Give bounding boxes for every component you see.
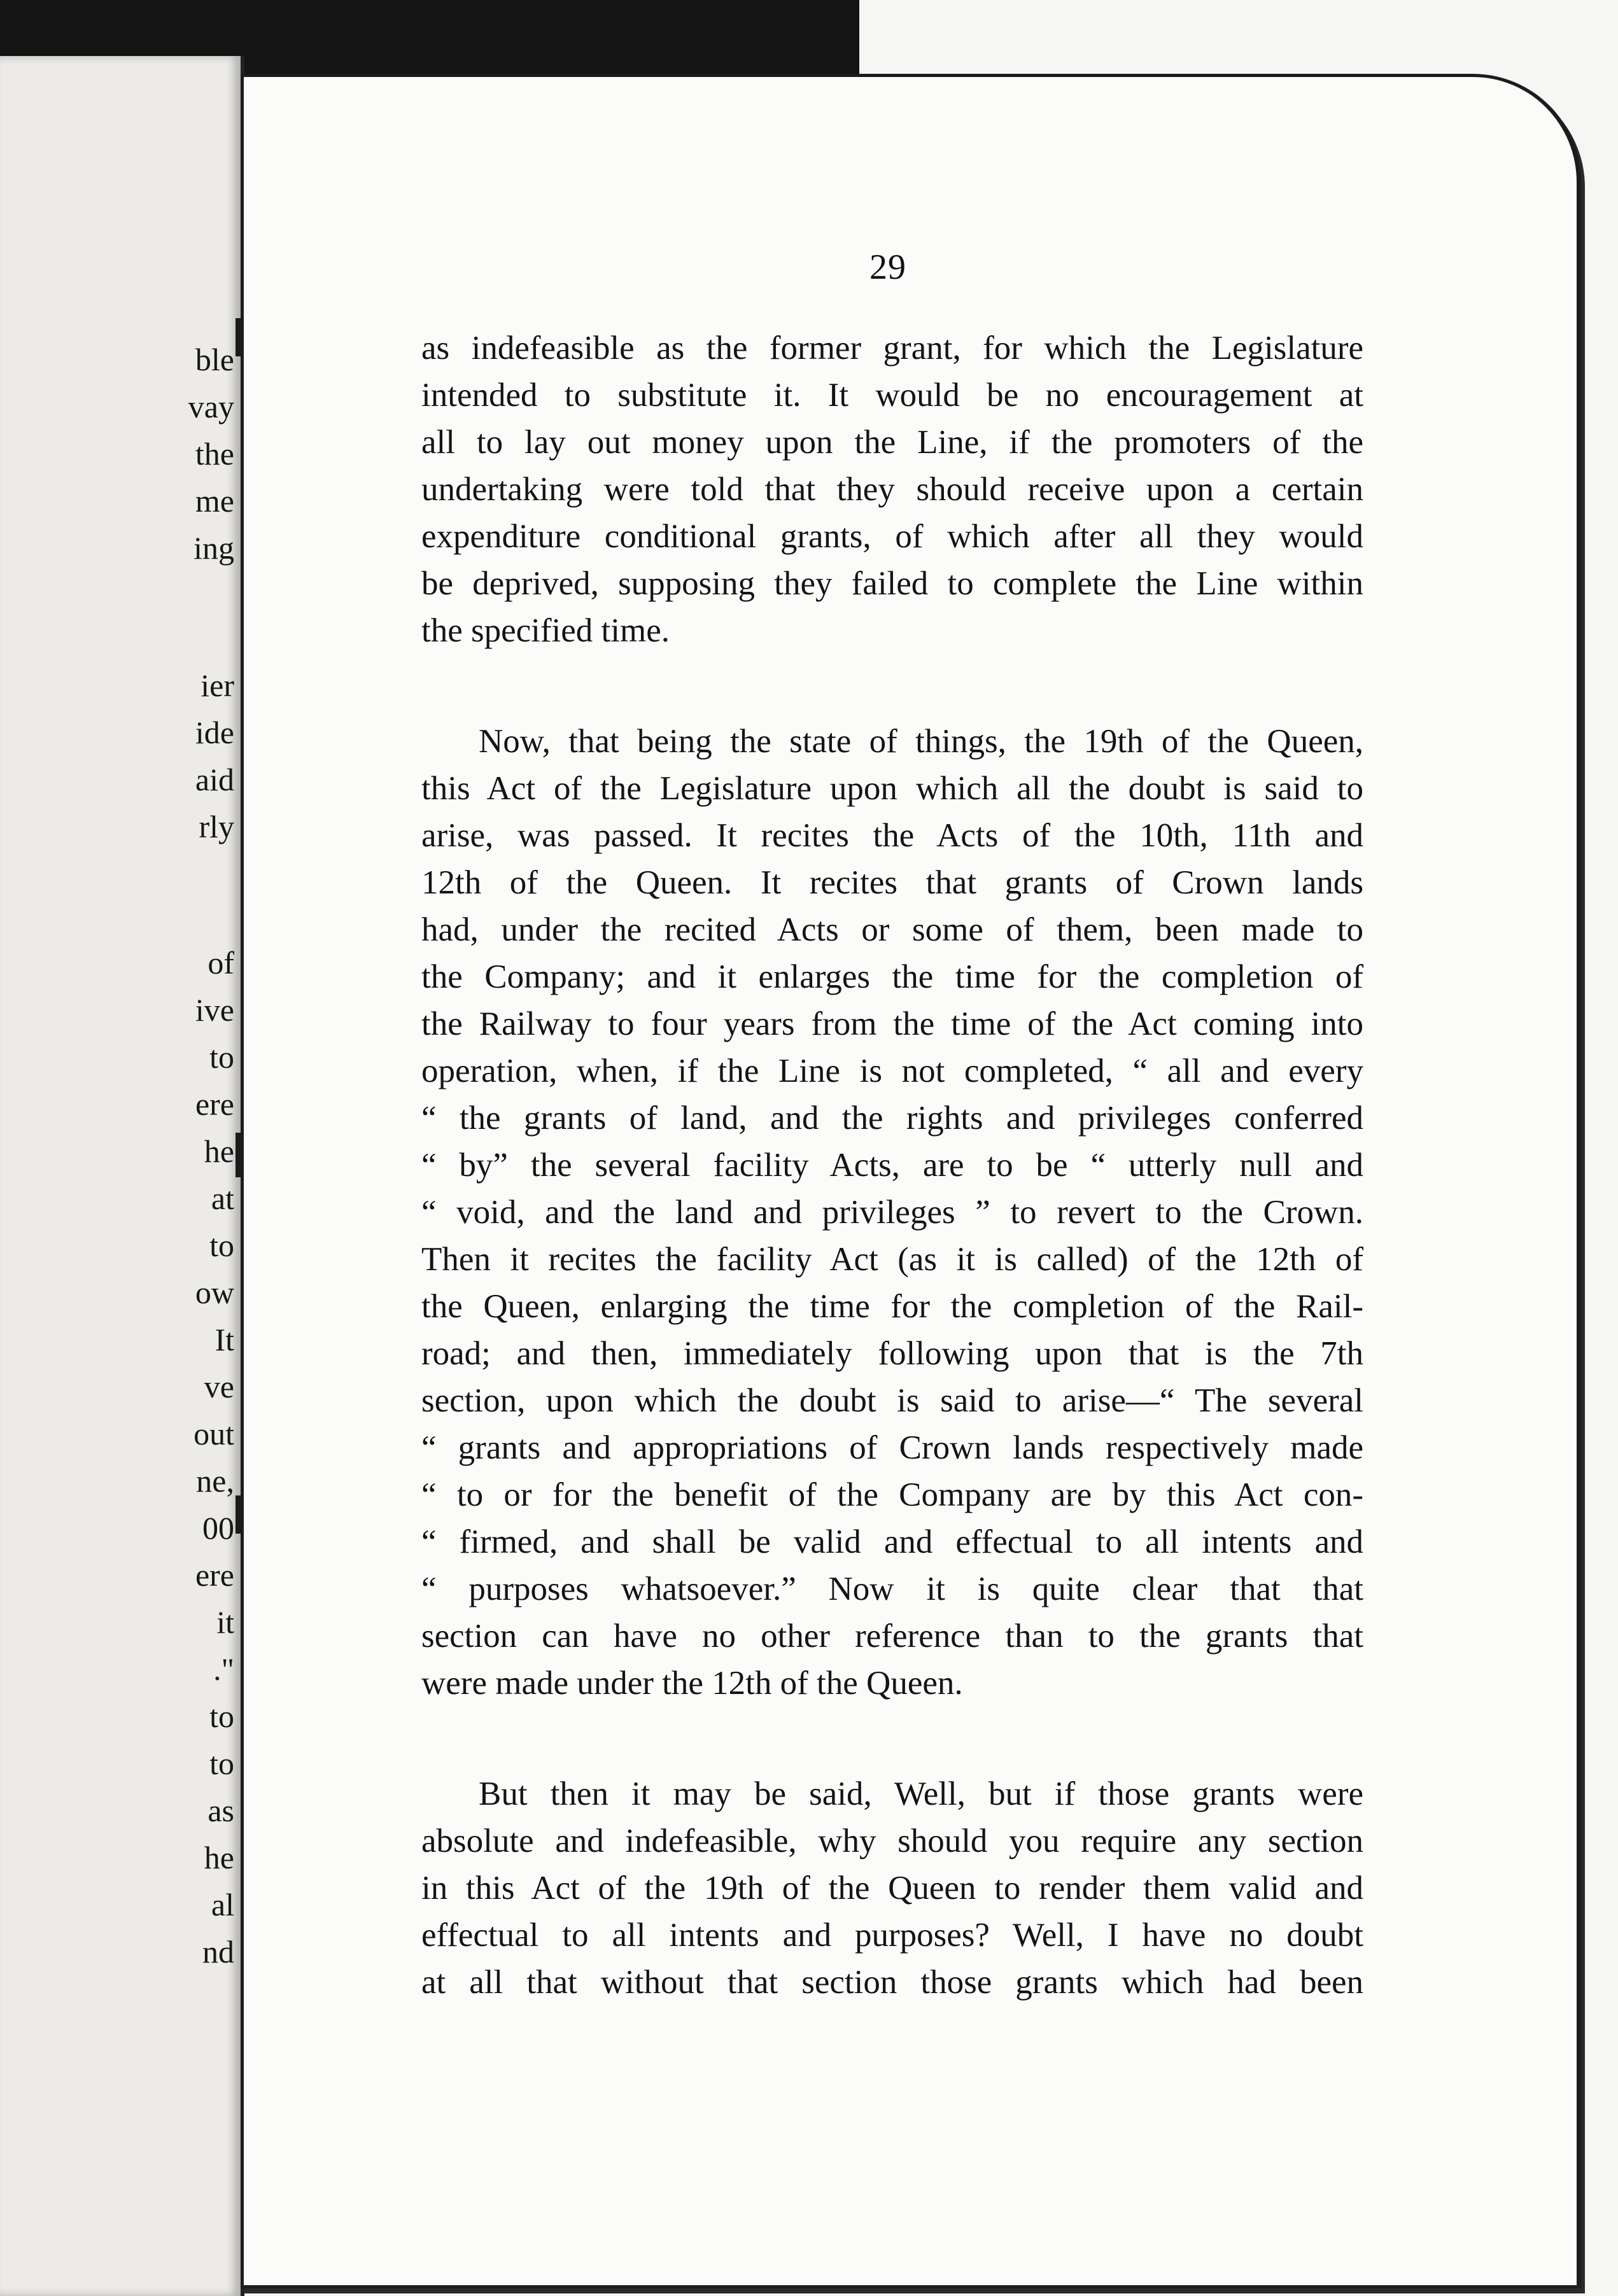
left-page-fragment: he xyxy=(204,1133,234,1169)
text-line: the Railway to four years from the time of the Act coming into xyxy=(421,1005,1363,1042)
text-line: in this Act of the 19th of the Queen to render them valid and xyxy=(421,1870,1363,1907)
text-line: 12th of the Queen. It recites that grants of Crown lands xyxy=(421,864,1363,901)
text-line: had, under the recited Acts or some of them, been made to xyxy=(421,911,1363,948)
page-number: 29 xyxy=(869,248,906,287)
left-page-fragment: al xyxy=(211,1887,234,1922)
text-line: “ firmed, and shall be valid and effectual to all intents and xyxy=(421,1523,1363,1560)
text-line: at all that without that section those grants which had been xyxy=(421,1964,1363,2001)
left-page-fragment: he xyxy=(204,1840,234,1875)
text-line: road; and then, immediately following upon that is the 7th xyxy=(421,1335,1363,1372)
text-line: “ void, and the land and privileges ” to revert to the Crown. xyxy=(421,1194,1363,1231)
text-line: Now, that being the state of things, the 19th of the Queen, xyxy=(479,723,1363,760)
left-page-fragment: aid xyxy=(195,762,234,797)
left-page-fragment: to xyxy=(209,1039,234,1075)
left-page-fragment: nd xyxy=(202,1934,234,1970)
text-line: absolute and indefeasible, why should you require any section xyxy=(421,1823,1363,1859)
left-page-fragment: ere xyxy=(195,1086,234,1122)
text-line: “ purposes whatsoever.” Now it is quite clear that that xyxy=(421,1571,1363,1607)
left-page-fragment: 00 xyxy=(202,1510,234,1546)
text-line: But then it may be said, Well, but if those grants were xyxy=(479,1775,1363,1812)
left-page-fragment: ive xyxy=(195,992,234,1028)
text-line: as indefeasible as the former grant, for which the Legislature xyxy=(421,330,1363,367)
text-line: the Queen, enlarging the time for the completion of the Rail- xyxy=(421,1288,1363,1325)
left-page-fragment: as xyxy=(208,1793,234,1828)
text-line: section can have no other reference than to the grants that xyxy=(421,1618,1363,1655)
left-page-fragment: ne, xyxy=(196,1463,234,1499)
body-text xyxy=(421,325,1363,2006)
left-page-fragment: out xyxy=(193,1416,234,1452)
previous-page-edge xyxy=(0,56,244,2296)
left-page-fragment: to xyxy=(209,1698,234,1734)
text-line: this Act of the Legislature upon which all the doubt is said to xyxy=(421,770,1363,807)
text-line: effectual to all intents and purposes? Well, I have no doubt xyxy=(421,1917,1363,1954)
text-line: “ the grants of land, and the rights and privileges conferred xyxy=(421,1100,1363,1137)
left-page-fragment: at xyxy=(211,1180,234,1216)
left-page-fragment: vay xyxy=(188,389,234,424)
paragraph xyxy=(421,1770,1363,2006)
left-page-fragment: ble xyxy=(195,342,234,377)
text-line: the specified time. xyxy=(421,612,670,649)
left-page-fragment: the xyxy=(195,436,234,472)
left-page-fragment: me xyxy=(195,483,234,519)
text-line: be deprived, supposing they failed to complete the Line within xyxy=(421,565,1363,602)
text-line: expenditure conditional grants, of which after all they would xyxy=(421,518,1363,555)
text-line: “ grants and appropriations of Crown lands respectively made xyxy=(421,1429,1363,1466)
text-line: undertaking were told that they should receive upon a certain xyxy=(421,471,1363,508)
text-line: were made under the 12th of the Queen. xyxy=(421,1665,963,1702)
left-page-fragment: It xyxy=(215,1322,234,1357)
left-page-fragment: of xyxy=(208,945,234,981)
left-page-fragment: to xyxy=(209,1228,234,1263)
left-page-fragment: ow xyxy=(195,1275,234,1310)
left-page-fragment: rly xyxy=(199,809,234,844)
left-page-fragment: ing xyxy=(193,530,234,566)
text-line: operation, when, if the Line is not completed, “ all and every xyxy=(421,1053,1363,1089)
text-line: the Company; and it enlarges the time for the completion of xyxy=(421,958,1363,995)
paragraph xyxy=(421,718,1363,1707)
left-page-fragment: ere xyxy=(195,1557,234,1593)
left-page-fragment: ." xyxy=(213,1651,234,1687)
left-page-fragment: ier xyxy=(200,668,234,703)
paragraph xyxy=(421,325,1363,654)
text-line: Then it recites the facility Act (as it is called) of the 12th of xyxy=(421,1241,1363,1278)
text-line: arise, was passed. It recites the Acts of the 10th, 11th and xyxy=(421,817,1363,854)
text-line: all to lay out money upon the Line, if the promoters of the xyxy=(421,424,1363,461)
left-page-fragment: it xyxy=(216,1604,234,1640)
left-page-fragment: ve xyxy=(204,1369,234,1404)
left-page-fragment: to xyxy=(209,1746,234,1781)
text-line: intended to substitute it. It would be no encouragement at xyxy=(421,377,1363,414)
text-line: “ to or for the benefit of the Company are by this Act con- xyxy=(421,1476,1363,1513)
left-page-fragment: ide xyxy=(195,715,234,750)
text-line: section, upon which the doubt is said to arise—“ The several xyxy=(421,1382,1363,1419)
text-line: “ by” the several facility Acts, are to be “ utterly null and xyxy=(421,1147,1363,1184)
